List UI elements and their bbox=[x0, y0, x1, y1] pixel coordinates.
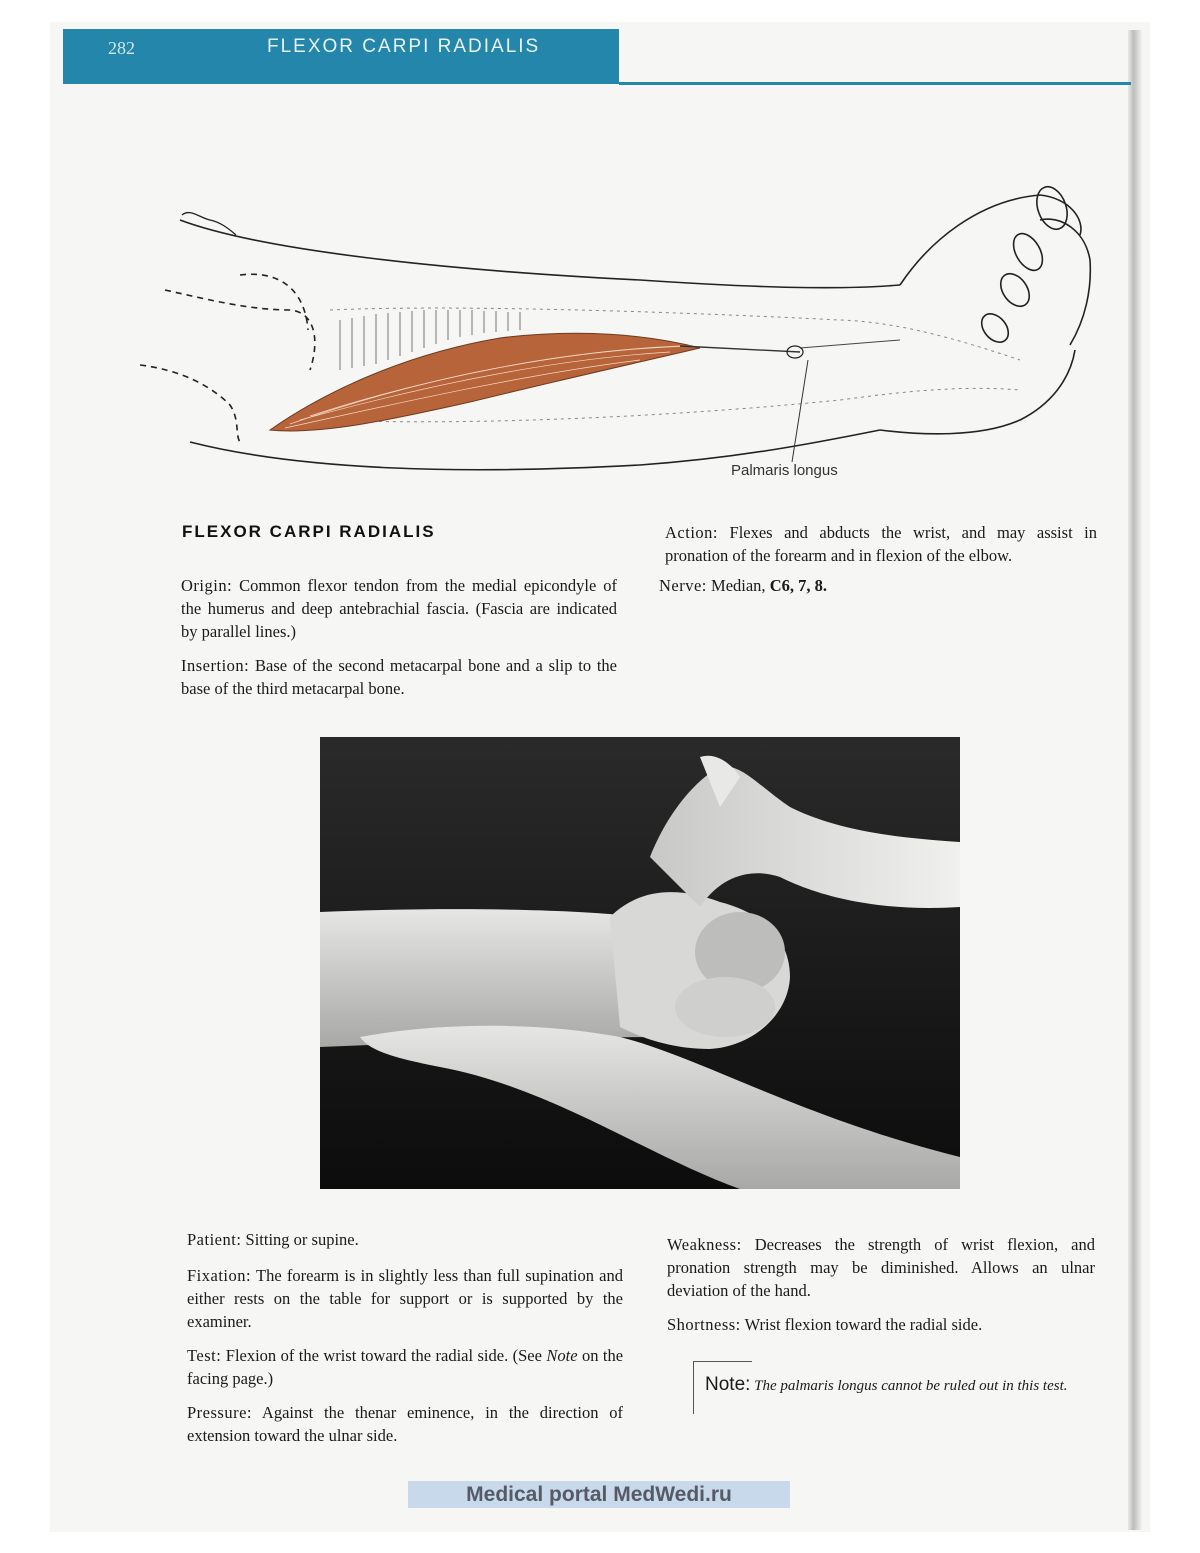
test-text-b: on the facing page.) bbox=[187, 1346, 624, 1388]
note-text: The palmaris longus cannot be ruled out in this test. bbox=[754, 1378, 1068, 1394]
insertion-paragraph bbox=[181, 654, 617, 700]
weakness-text: Decreases the strength of wrist flexion, and pronation strength may be diminished. Allows an ulnar deviation of the hand. bbox=[667, 1235, 1095, 1300]
patient-paragraph bbox=[187, 1228, 623, 1251]
muscle-belly bbox=[270, 333, 700, 431]
header-rule bbox=[619, 82, 1131, 85]
patient-label: Patient: bbox=[187, 1230, 242, 1249]
origin-text: Common flexor tendon from the medial epicondyle of the humerus and deep antebrachial fascia. (Fascia are indicated by parallel lines.) bbox=[181, 576, 617, 641]
test-text-a: Flexion of the wrist toward the radial side. (See bbox=[225, 1346, 542, 1365]
patient-text: Sitting or supine. bbox=[245, 1230, 359, 1249]
nerve-roots: C6, 7, 8. bbox=[769, 576, 827, 595]
fixation-paragraph bbox=[187, 1264, 623, 1333]
page-number: 282 bbox=[108, 38, 135, 58]
action-label: Action: bbox=[665, 523, 718, 542]
insertion-text: Base of the second metacarpal bone and a slip to the base of the third metacarpal bone. bbox=[181, 656, 617, 698]
origin-label: Origin: bbox=[181, 576, 233, 595]
origin-paragraph bbox=[181, 574, 617, 643]
insertion-label: Insertion: bbox=[181, 656, 250, 675]
book-spine-shadow bbox=[1128, 30, 1142, 1530]
action-paragraph bbox=[665, 521, 1097, 567]
weakness-label: Weakness: bbox=[667, 1235, 742, 1254]
note-paragraph bbox=[705, 1374, 1097, 1397]
action-text: Flexes and abducts the wrist, and may assist in pronation of the forearm and in flexion of the elbow. bbox=[665, 523, 1097, 565]
test-note-word: Note bbox=[546, 1346, 578, 1365]
watermark: Medical portal MedWedi.ru bbox=[408, 1481, 790, 1508]
shortness-text: Wrist flexion toward the radial side. bbox=[744, 1315, 983, 1334]
pressure-text: Against the thenar eminence, in the direction of extension toward the ulnar side. bbox=[187, 1403, 623, 1445]
forearm-illustration bbox=[140, 180, 1100, 490]
callout-palmaris-longus: Palmaris longus bbox=[731, 462, 838, 479]
shortness-label: Shortness: bbox=[667, 1315, 741, 1334]
nerve-paragraph bbox=[659, 574, 1091, 597]
nerve-text: Median, bbox=[711, 576, 766, 595]
nerve-label: Nerve: bbox=[659, 576, 707, 595]
pressure-paragraph bbox=[187, 1401, 623, 1447]
running-title: FLEXOR CARPI RADIALIS bbox=[267, 36, 541, 57]
pressure-label: Pressure: bbox=[187, 1403, 252, 1422]
test-paragraph bbox=[187, 1344, 623, 1390]
shortness-paragraph bbox=[667, 1313, 1095, 1336]
section-title: FLEXOR CARPI RADIALIS bbox=[182, 522, 436, 541]
weakness-paragraph bbox=[667, 1233, 1095, 1302]
fixation-text: The forearm is in slightly less than full supination and either rests on the table for support or is supported by the examiner. bbox=[187, 1266, 623, 1331]
fixation-label: Fixation: bbox=[187, 1266, 252, 1285]
test-label: Test: bbox=[187, 1346, 222, 1365]
muscle-test-photo bbox=[320, 737, 960, 1189]
note-label: Note: bbox=[705, 1374, 751, 1395]
